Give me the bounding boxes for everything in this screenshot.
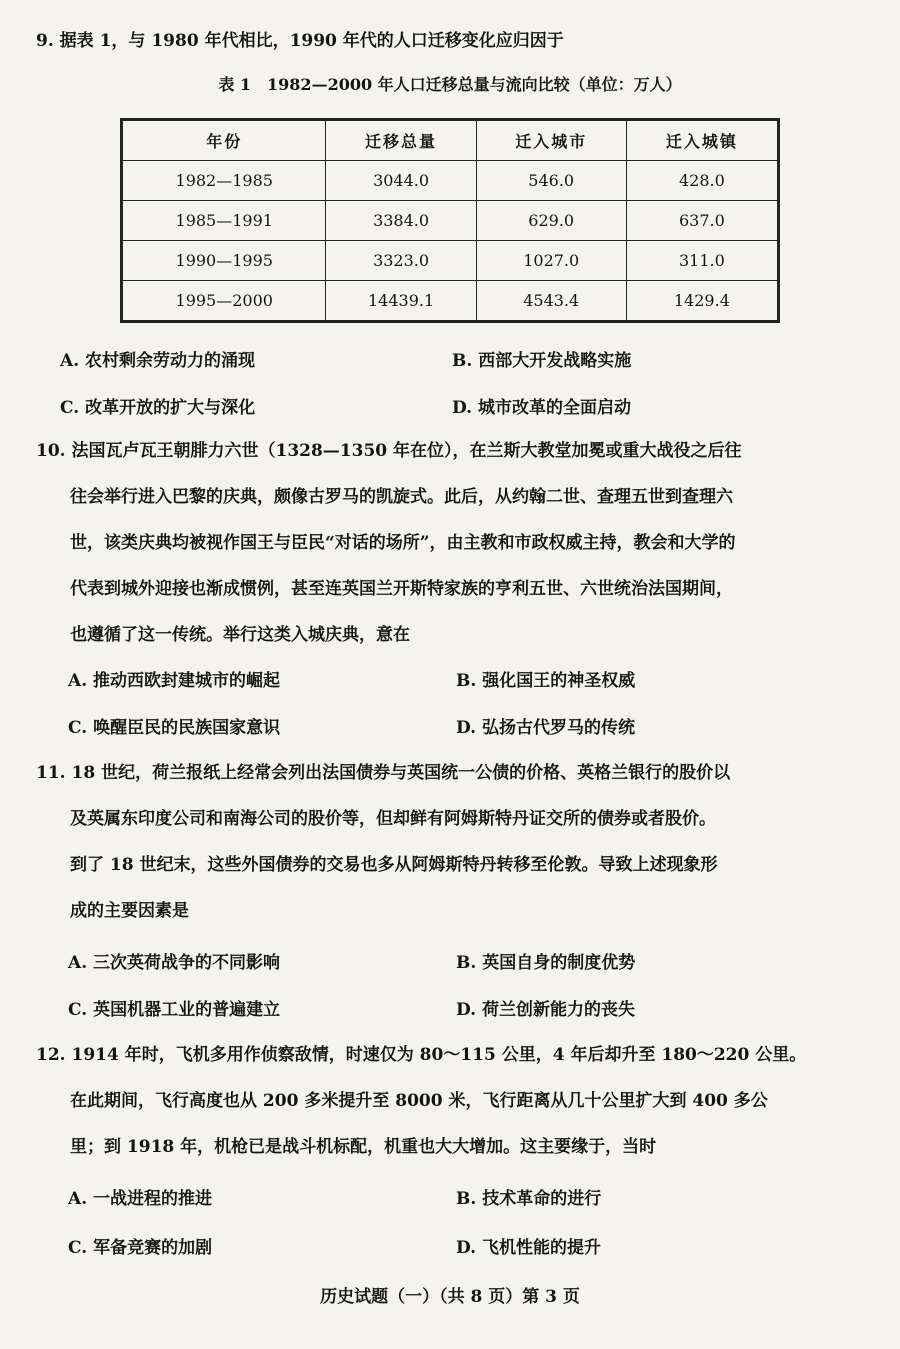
q12-option-d[interactable]: D. 飞机性能的提升 [456, 1238, 601, 1258]
stem-line: 世，该类庆典均被视作国王与臣民“对话的场所”，由主教和市政权威主持，教会和大学的 [70, 533, 736, 553]
stem-line: 也遵循了这一传统。举行这类入城庆典，意在 [70, 625, 410, 645]
stem-line: 代表到城外迎接也渐成惯例，甚至连英国兰开斯特家族的亨利五世、六世统治法国期间， [70, 579, 733, 599]
stem-line: 往会举行进入巴黎的庆典，颇像古罗马的凯旋式。此后，从约翰二世、查理五世到查理六 [70, 487, 733, 507]
q11-option-d[interactable]: D. 荷兰创新能力的丧失 [456, 1000, 635, 1020]
table-cell: 637.0 [626, 201, 778, 241]
page-footer: 历史试题（一）（共 8 页）第 3 页 [320, 1287, 580, 1307]
q11-option-a[interactable]: A. 三次英荷战争的不同影响 [68, 953, 281, 973]
q11-option-c[interactable]: C. 英国机器工业的普遍建立 [68, 1000, 281, 1020]
stem-line: 11. 18 世纪，荷兰报纸上经常会列出法国债券与英国统一公债的价格、英格兰银行的股价以 [36, 763, 731, 783]
col-header-to-city: 迁入城市 [476, 120, 626, 161]
question-12-stem [36, 1032, 866, 1170]
table-cell: 1027.0 [476, 241, 626, 281]
question-10-stem [36, 428, 866, 658]
table-cell: 428.0 [626, 161, 778, 201]
table-cell: 3384.0 [326, 201, 476, 241]
table-row [122, 161, 779, 201]
table-cell: 546.0 [476, 161, 626, 201]
q9-option-d[interactable]: D. 城市改革的全面启动 [452, 398, 631, 418]
q9-option-b[interactable]: B. 西部大开发战略实施 [452, 351, 632, 371]
stem-line: 到了 18 世纪末，这些外国债券的交易也多从阿姆斯特丹转移至伦敦。导致上述现象形 [70, 855, 718, 875]
q10-option-c[interactable]: C. 唤醒臣民的民族国家意识 [68, 718, 281, 738]
table-cell: 1990—1995 [122, 241, 326, 281]
q12-option-c[interactable]: C. 军备竞赛的加剧 [68, 1238, 213, 1258]
table-cell: 3323.0 [326, 241, 476, 281]
table-row [122, 241, 779, 281]
table-cell: 311.0 [626, 241, 778, 281]
question-11-stem [36, 750, 866, 934]
stem-line: 9. 据表 1，与 1980 年代相比，1990 年代的人口迁移变化应归因于 [36, 31, 564, 51]
col-header-total: 迁移总量 [326, 120, 476, 161]
table-cell: 4543.4 [476, 281, 626, 322]
table-cell: 1429.4 [626, 281, 778, 322]
table-cell: 629.0 [476, 201, 626, 241]
migration-table [120, 118, 780, 323]
table-cell: 14439.1 [326, 281, 476, 322]
stem-line: 在此期间，飞行高度也从 200 多米提升至 8000 米，飞行距离从几十公里扩大到 400 多公 [70, 1091, 768, 1111]
col-header-to-town: 迁入城镇 [626, 120, 778, 161]
table-cell: 1995—2000 [122, 281, 326, 322]
stem-line: 10. 法国瓦卢瓦王朝腓力六世（1328—1350 年在位），在兰斯大教堂加冕或重大战役之后往 [36, 441, 742, 461]
table-cell: 1985—1991 [122, 201, 326, 241]
q12-option-a[interactable]: A. 一战进程的推进 [68, 1189, 213, 1209]
table-cell: 1982—1985 [122, 161, 326, 201]
q11-option-b[interactable]: B. 英国自身的制度优势 [456, 953, 636, 973]
table-row [122, 281, 779, 322]
q10-option-d[interactable]: D. 弘扬古代罗马的传统 [456, 718, 635, 738]
table-cell: 3044.0 [326, 161, 476, 201]
stem-line: 及英属东印度公司和南海公司的股价等，但却鲜有阿姆斯特丹证交所的债券或者股价。 [70, 809, 716, 829]
q9-option-a[interactable]: A. 农村剩余劳动力的涌现 [60, 351, 256, 371]
col-header-year: 年份 [122, 120, 326, 161]
q10-option-b[interactable]: B. 强化国王的神圣权威 [456, 671, 636, 691]
q10-option-a[interactable]: A. 推动西欧封建城市的崛起 [68, 671, 281, 691]
question-9-stem [36, 18, 866, 64]
table-header-row [122, 120, 779, 161]
table-row [122, 201, 779, 241]
stem-line: 12. 1914 年时，飞机多用作侦察敌情，时速仅为 80～115 公里，4 年后却升至 180～220 公里。 [36, 1045, 807, 1065]
stem-line: 成的主要因素是 [70, 901, 189, 921]
stem-line: 里；到 1918 年，机枪已是战斗机标配，机重也大大增加。这主要缘于，当时 [70, 1137, 657, 1157]
q12-option-b[interactable]: B. 技术革命的进行 [456, 1189, 602, 1209]
q9-option-c[interactable]: C. 改革开放的扩大与深化 [60, 398, 256, 418]
table-title: 表 1 1982—2000 年人口迁移总量与流向比较（单位：万人） [218, 75, 682, 94]
